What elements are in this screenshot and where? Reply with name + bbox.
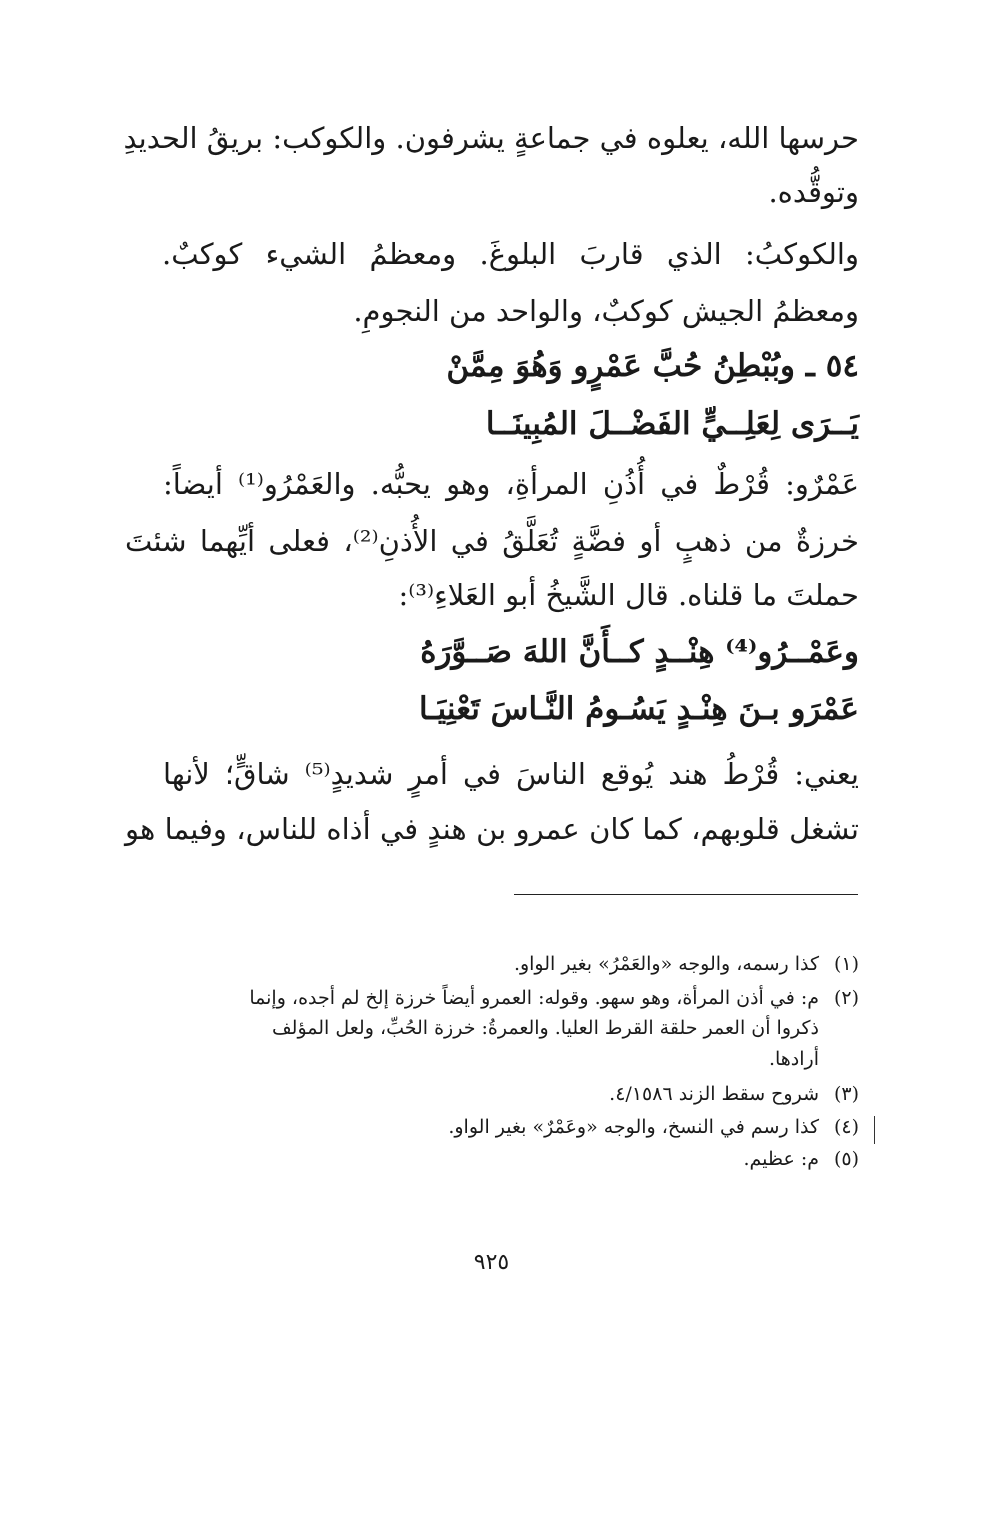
body-line-9: تشغل قلوبهم، كما كان عمرو بن هندٍ في أذاه للناس، وفيما هو [125, 812, 859, 846]
footnote-text: أرادها. [768, 1048, 819, 1070]
body-line-7: حملتَ ما قلناه. قال الشَّيخُ أبو العَلاءِ⁽³⁾: [398, 578, 859, 612]
footnote-number: (٥) [833, 1148, 859, 1170]
footnote-text: كذا رسمه، والوجه «والعَمْرُ» بغير الواو. [513, 953, 819, 975]
footnote-text: م: في أذن المرأة، وهو سهو. وقوله: العمرو أيضاً خرزة إلخ لم أجده، وإنما [249, 987, 819, 1009]
footnote-4 [448, 1118, 859, 1137]
footnote-3 [609, 1085, 859, 1104]
body-line-2: وتوقُّده. [768, 175, 859, 209]
footnote-2-continued [272, 1019, 819, 1038]
page-number: ٩٢٥ [473, 1250, 510, 1275]
body-line-3: والكوكبُ: الذي قاربَ البلوغَ. ومعظمُ الشيء كوكبٌ. [162, 237, 859, 271]
footnote-text: ذكروا أن العمر حلقة القرط العليا. والعمرةُ: خرزة الحُبِّ، ولعل المؤلف [272, 1017, 819, 1039]
footnote-text: كذا رسم في النسخ، والوجه «وعَمْرٌ» بغير الواو. [448, 1116, 819, 1138]
footnote-number: (٤) [833, 1116, 859, 1138]
footnote-text: شروح سقط الزند ٤/١٥٨٦. [609, 1083, 819, 1105]
footnote-2 [249, 989, 859, 1008]
footnote-number: (١) [833, 953, 859, 975]
footnote-2-end [769, 1050, 819, 1069]
margin-mark [874, 1116, 875, 1144]
verse-line-1: يَــرَى لِعَلِــيٍّ الفَضْــلَ المُبِينَــا [485, 406, 859, 442]
body-line-1: حرسها الله، يعلوه في جماعةٍ يشرفون. والكوكب: بريقُ الحديدِ [123, 121, 859, 155]
body-line-4: ومعظمُ الجيش كوكبٌ، والواحد من النجومِ. [353, 294, 859, 328]
verse-line-2: وعَمْــرُو⁽⁴⁾ هِنْــدٍ كــأَنَّ اللهَ صَــوَّرَهُ [420, 634, 859, 670]
footnote-number: (٢) [833, 987, 859, 1009]
verse-line-3: عَمْرَو بـنَ هِنْـدٍ يَسُـومُ النَّـاسَ تَعْنِيَـا [419, 691, 859, 727]
body-line-6: خرزةٌ من ذهبٍ أو فضَّةٍ تُعَلَّقُ في الأُذنِ⁽²⁾، فعلى أيِّهما شئتَ [125, 524, 859, 558]
footnote-number: (٣) [833, 1083, 859, 1105]
footnote-1 [514, 955, 859, 974]
footnote-separator [514, 894, 858, 895]
footnote-5 [743, 1150, 859, 1169]
body-line-8: يعني: قُرْطُ هند يُوقع الناسَ في أمرٍ شديدٍ⁽⁵⁾ شاقٍّ؛ لأنها [163, 757, 859, 791]
verse-heading: ٥٤ ـ وبُبْطِنُ حُبَّ عَمْرٍو وَهُوَ مِمَّنْ [446, 348, 859, 384]
body-line-5: عَمْرٌو: قُرْطٌ في أُذُنِ المرأةِ، وهو يحبُّه. والعَمْرُو⁽¹⁾ أيضاً: [163, 467, 859, 501]
footnote-text: م: عظيم. [743, 1148, 819, 1170]
